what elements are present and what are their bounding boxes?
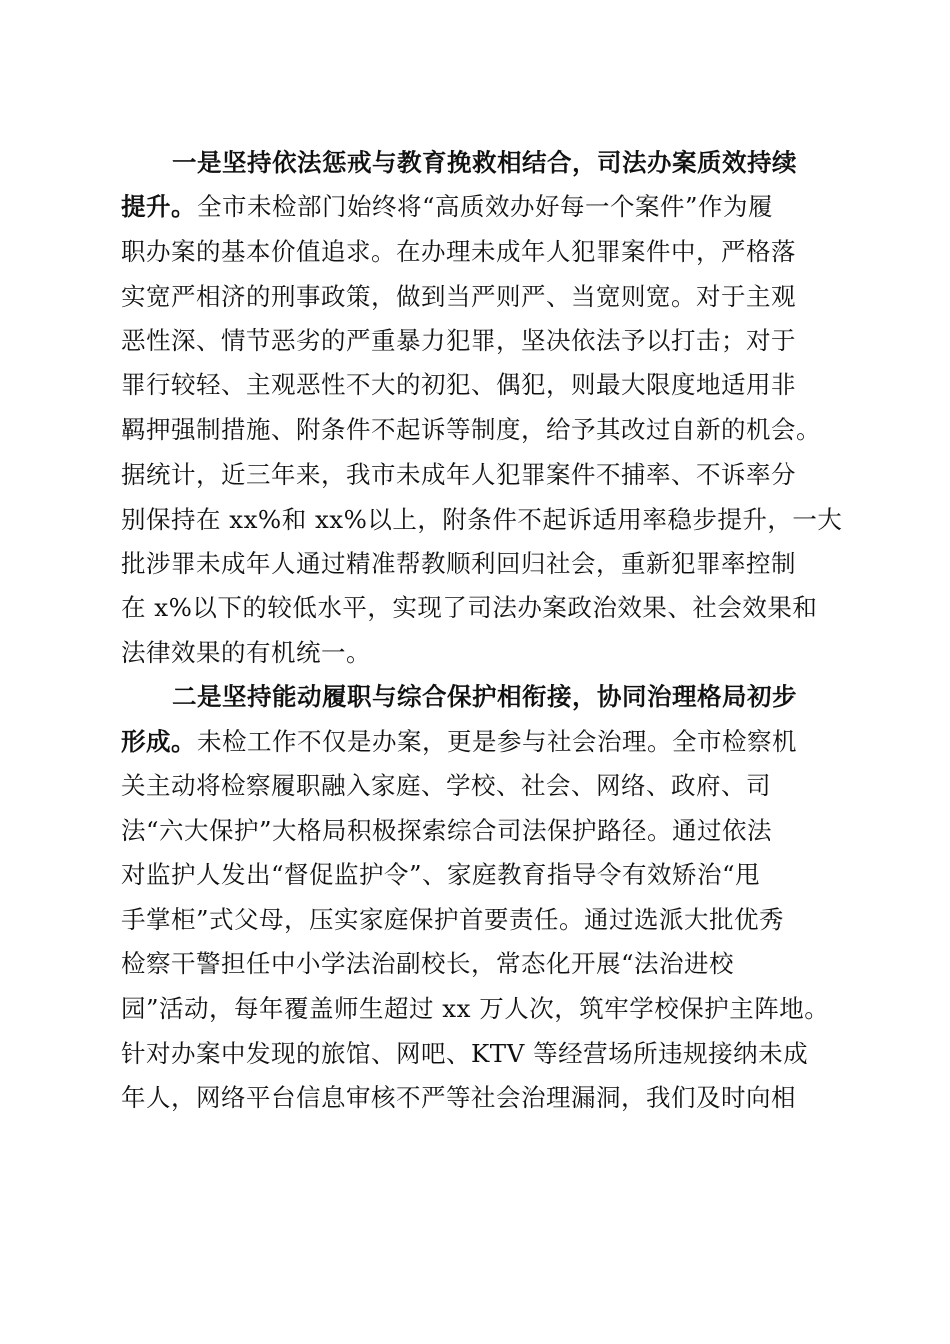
paragraph-1-body-line-5: 罪行较轻、主观恶性不大的初犯、偶犯，则最大限度地适用非: [121, 370, 796, 399]
paragraph-1-body-line-8: 别保持在 xx%和 xx%以上，附条件不起诉适用率稳步提升，一大: [121, 505, 843, 534]
paragraph-2-heading-line-2: 形成。: [121, 727, 196, 756]
paragraph-1-body-line-1: 全市未检部门始终将“高质效办好每一个案件”作为履: [197, 192, 774, 221]
paragraph-2-body-line-8: 针对办案中发现的旅馆、网吧、KTV 等经营场所违规接纳未成: [121, 1039, 809, 1068]
paragraph-2-body-line-4: 对监护人发出“督促监护令”、家庭教育指导令有效矫治“甩: [121, 860, 761, 889]
paragraph-1-body-line-7: 据统计，近三年来，我市未成年人犯罪案件不捕率、不诉率分: [121, 460, 796, 489]
paragraph-1-body-line-9: 批涉罪未成年人通过精准帮教顺利回归社会，重新犯罪率控制: [121, 549, 796, 578]
paragraph-1-heading-line-1: 一是坚持依法惩戒与教育挽救相结合，司法办案质效持续: [172, 148, 797, 177]
paragraph-1-body-line-3: 实宽严相济的刑事政策，做到当严则严、当宽则宽。对于主观: [121, 282, 796, 311]
paragraph-2-body-line-9: 年人，网络平台信息审核不严等社会治理漏洞，我们及时向相: [121, 1083, 796, 1112]
paragraph-2-body-line-7: 园”活动，每年覆盖师生超过 xx 万人次，筑牢学校保护主阵地。: [121, 994, 830, 1023]
paragraph-1-body-line-11: 法律效果的有机统一。: [121, 638, 371, 667]
paragraph-1-heading-line-2: 提升。: [121, 192, 196, 221]
paragraph-1-body-line-4: 恶性深、情节恶劣的严重暴力犯罪，坚决依法予以打击；对于: [121, 326, 796, 355]
paragraph-2-body-line-2: 关主动将检察履职融入家庭、学校、社会、网络、政府、司: [121, 771, 771, 800]
paragraph-1-body-line-2: 职办案的基本价值追求。在办理未成年人犯罪案件中，严格落: [121, 237, 796, 266]
paragraph-2-body-line-6: 检察干警担任中小学法治副校长，常态化开展“法治进校: [121, 949, 735, 978]
paragraph-1-body-line-10: 在 x%以下的较低水平，实现了司法办案政治效果、社会效果和: [121, 593, 818, 622]
paragraph-2-heading-line-1: 二是坚持能动履职与综合保护相衔接，协同治理格局初步: [172, 682, 797, 711]
paragraph-2-body-line-3: 法“六大保护”大格局积极探索综合司法保护路径。通过依法: [121, 816, 773, 845]
paragraph-2-body-line-1: 未检工作不仅是办案，更是参与社会治理。全市检察机: [197, 727, 797, 756]
paragraph-1-body-line-6: 羁押强制措施、附条件不起诉等制度，给予其改过自新的机会。: [121, 415, 821, 444]
paragraph-2-body-line-5: 手掌柜”式父母，压实家庭保护首要责任。通过选派大批优秀: [121, 905, 785, 934]
